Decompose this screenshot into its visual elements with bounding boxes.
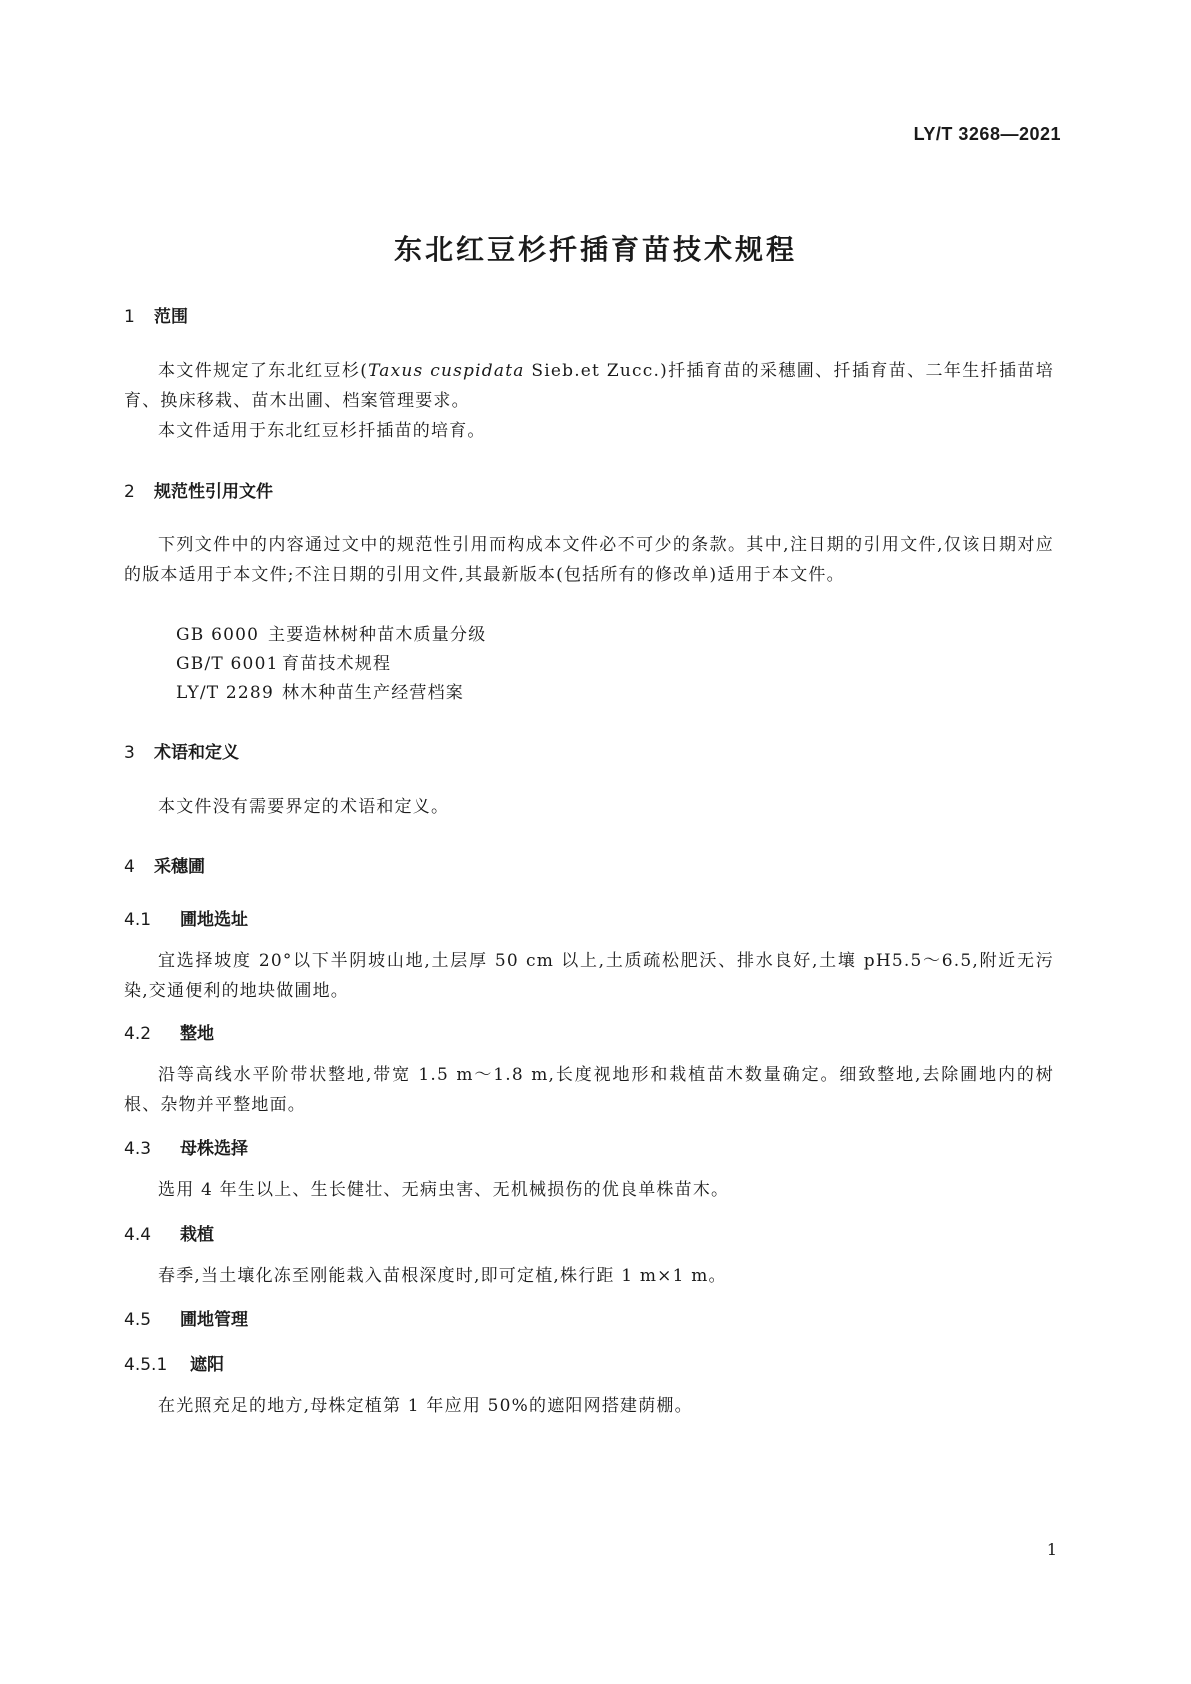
subsection-4-1-heading bbox=[124, 905, 248, 930]
reference-item bbox=[176, 620, 486, 645]
subsection-4-3-heading bbox=[124, 1134, 248, 1159]
section-number: 2 bbox=[124, 482, 135, 502]
reference-item bbox=[176, 649, 391, 674]
subsection-4-4-paragraph: 春季,当土壤化冻至刚能栽入苗根深度时,即可定植,株行距 1 m×1 m。 bbox=[158, 1266, 727, 1286]
reference-item bbox=[176, 678, 464, 703]
section-title: 范围 bbox=[154, 307, 188, 327]
subsection-number: 4.1 bbox=[124, 910, 152, 930]
subsection-title: 遮阳 bbox=[190, 1355, 224, 1375]
subsection-number: 4.5.1 bbox=[124, 1355, 168, 1375]
subsection-4-5-1-heading bbox=[124, 1350, 224, 1375]
reference-name: 主要造林树种苗木质量分级 bbox=[268, 625, 487, 645]
latin-species-name: Taxus cuspidata bbox=[368, 361, 525, 381]
reference-code: GB 6000 bbox=[176, 625, 260, 645]
section-number: 1 bbox=[124, 307, 135, 327]
reference-code: GB/T 6001 bbox=[176, 654, 279, 674]
subsection-4-4-heading bbox=[124, 1220, 214, 1245]
section-1-heading bbox=[124, 302, 188, 327]
subsection-title: 母株选择 bbox=[180, 1139, 248, 1159]
page-number: 1 bbox=[1046, 1540, 1057, 1559]
section-number: 3 bbox=[124, 743, 135, 763]
section-title: 采穗圃 bbox=[154, 857, 205, 877]
standard-code: LY/T 3268—2021 bbox=[913, 124, 1061, 144]
subsection-4-5-1-paragraph: 在光照充足的地方,母株定植第 1 年应用 50%的遮阳网搭建荫棚。 bbox=[158, 1396, 693, 1416]
section-2-heading bbox=[124, 477, 273, 502]
reference-name: 林木种苗生产经营档案 bbox=[282, 683, 464, 703]
subsection-number: 4.4 bbox=[124, 1225, 152, 1245]
section-title: 规范性引用文件 bbox=[154, 482, 273, 502]
reference-name: 育苗技术规程 bbox=[282, 654, 392, 674]
section-3-heading bbox=[124, 738, 239, 763]
subsection-4-2-heading bbox=[124, 1019, 214, 1044]
subsection-title: 整地 bbox=[180, 1024, 214, 1044]
section-title: 术语和定义 bbox=[154, 743, 239, 763]
subsection-number: 4.2 bbox=[124, 1024, 152, 1044]
section-3-paragraph-1: 本文件没有需要界定的术语和定义。 bbox=[158, 797, 450, 817]
section-1-paragraph-2: 本文件适用于东北红豆杉扦插苗的培育。 bbox=[158, 421, 486, 441]
section-4-heading bbox=[124, 852, 205, 877]
subsection-title: 栽植 bbox=[180, 1225, 214, 1245]
subsection-4-1-paragraph: 宜选择坡度 20°以下半阴坡山地,土层厚 50 cm 以上,土质疏松肥沃、排水良好,土壤 pH5.5～6.5,附近无污染,交通便利的地块做圃地。 bbox=[124, 951, 1054, 1001]
section-2-paragraph-1: 下列文件中的内容通过文中的规范性引用而构成本文件必不可少的条款。其中,注日期的引用文件,仅该日期对应的版本适用于本文件;不注日期的引用文件,其最新版本(包括所有的修改单)适用于本文件。 bbox=[124, 535, 1054, 585]
subsection-4-5-heading bbox=[124, 1305, 248, 1330]
subsection-title: 圃地选址 bbox=[180, 910, 248, 930]
subsection-4-2-paragraph: 沿等高线水平阶带状整地,带宽 1.5 m～1.8 m,长度视地形和栽植苗木数量确定。细致整地,去除圃地内的树根、杂物并平整地面。 bbox=[124, 1065, 1054, 1115]
subsection-4-3-paragraph: 选用 4 年生以上、生长健壮、无病虫害、无机械损伤的优良单株苗木。 bbox=[158, 1180, 730, 1200]
section-number: 4 bbox=[124, 857, 135, 877]
subsection-number: 4.3 bbox=[124, 1139, 152, 1159]
subsection-number: 4.5 bbox=[124, 1310, 152, 1330]
reference-code: LY/T 2289 bbox=[176, 683, 274, 703]
subsection-title: 圃地管理 bbox=[180, 1310, 248, 1330]
section-1-paragraph-1: 本文件规定了东北红豆杉(Taxus cuspidata Sieb.et Zucc.)扦插育苗的采穗圃、扦插育苗、二年生扦插苗培育、换床移栽、苗木出圃、档案管理要求。 bbox=[124, 361, 1054, 411]
document-title: 东北红豆杉扦插育苗技术规程 bbox=[393, 233, 797, 266]
